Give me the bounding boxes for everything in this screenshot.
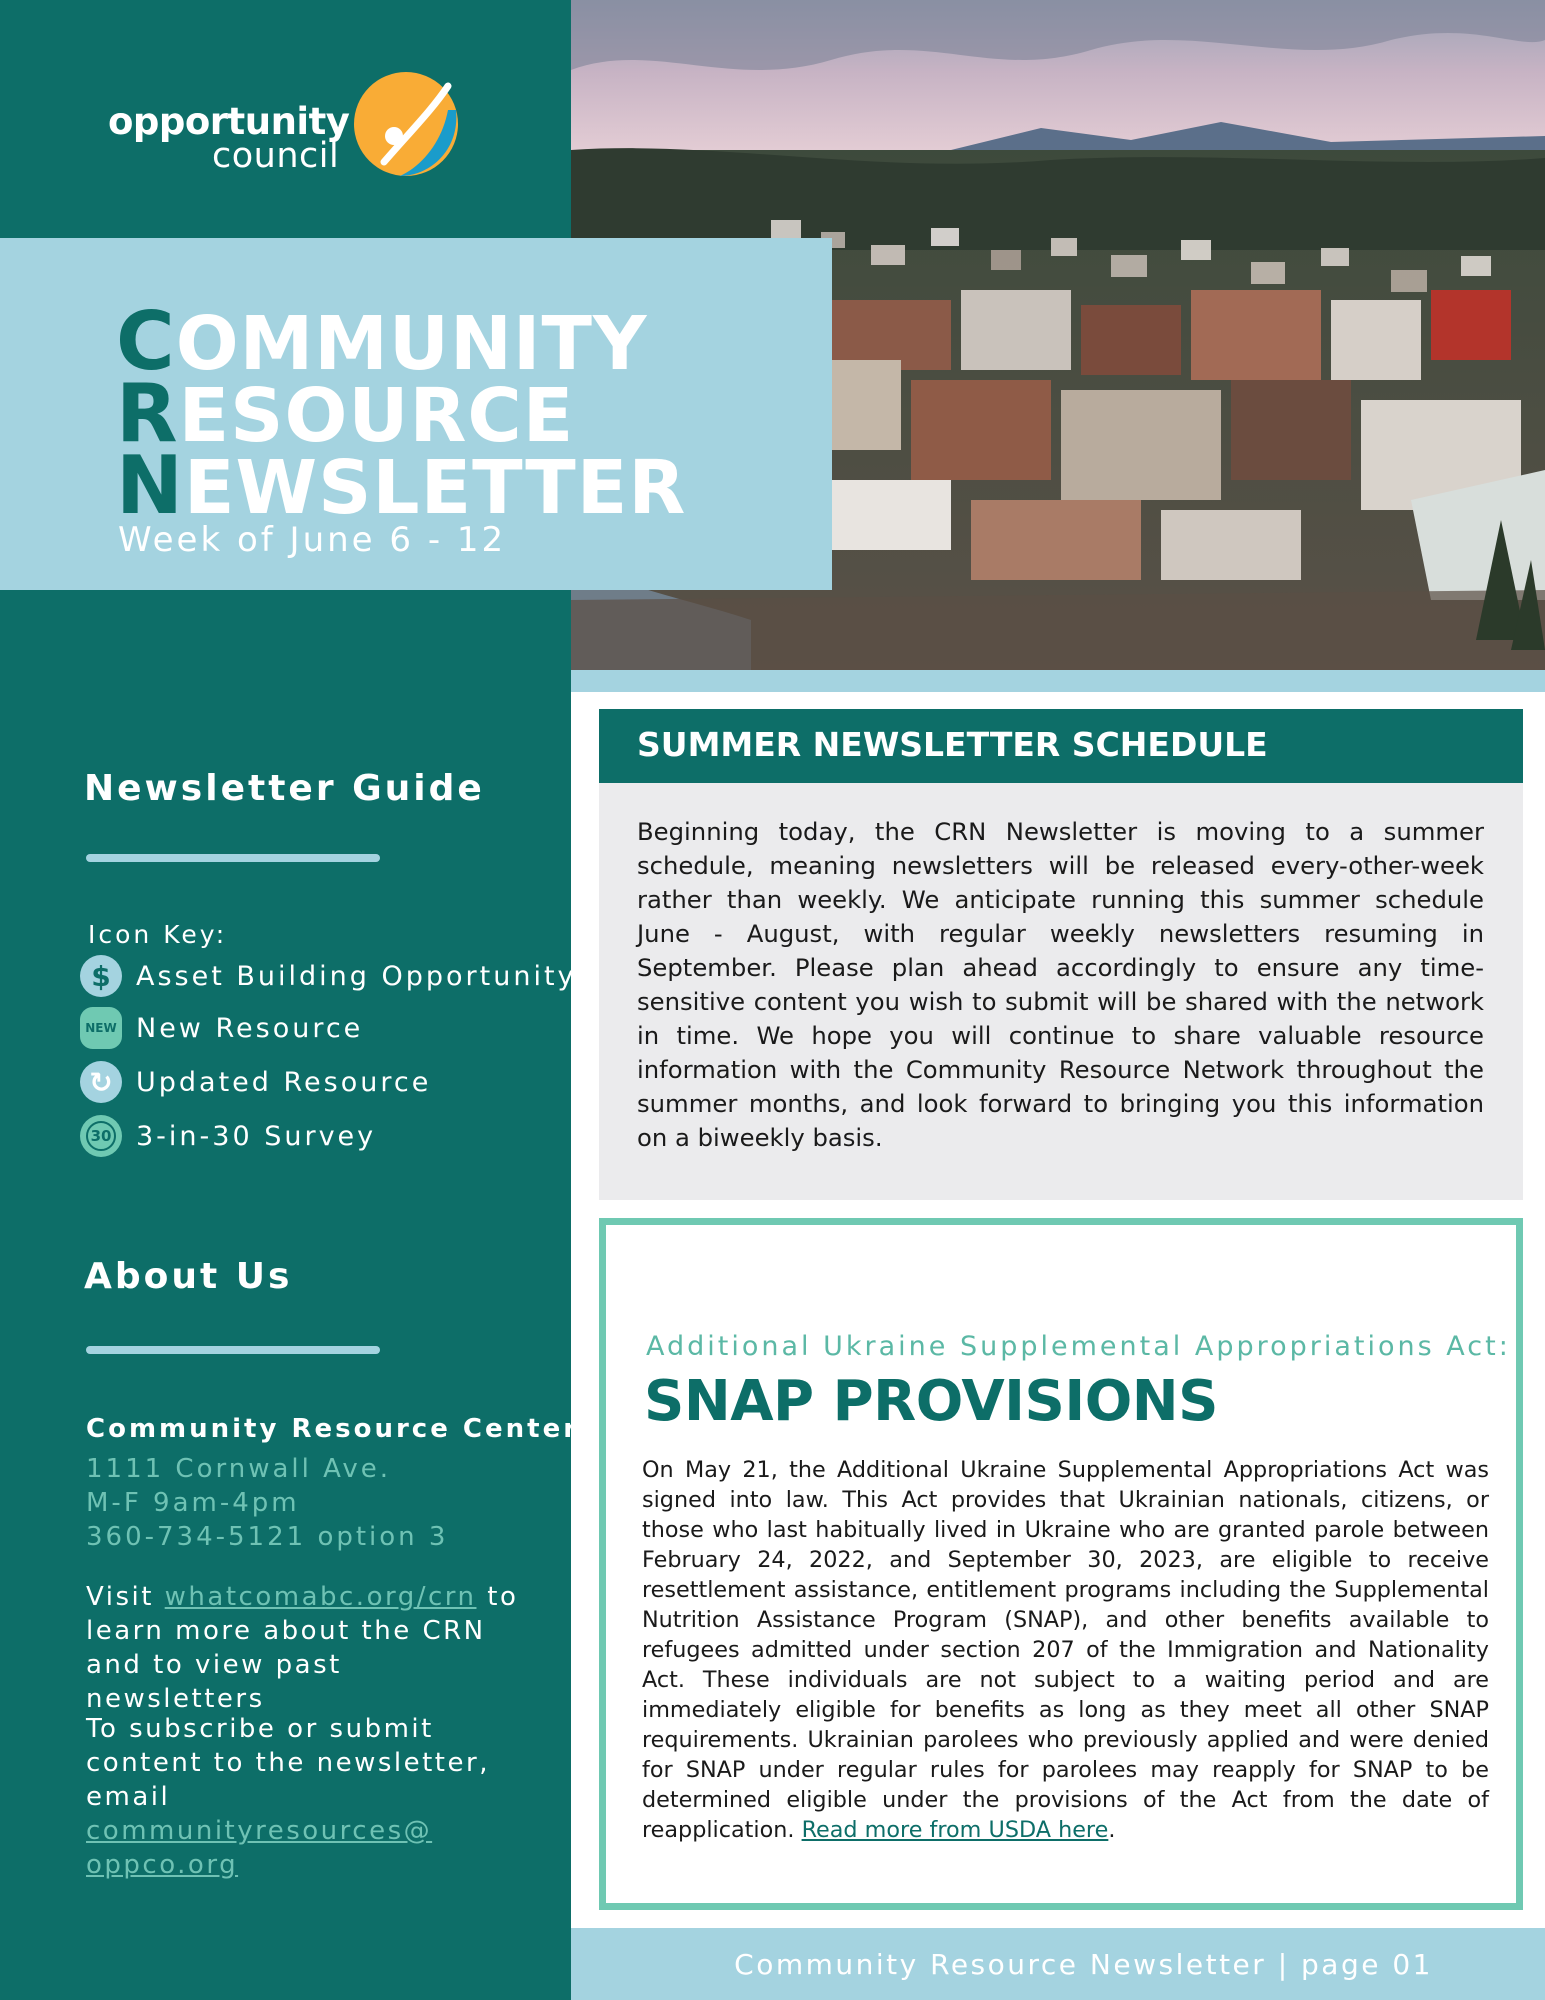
snap-kicker: Additional Ukraine Supplemental Appropriations Act: [646, 1331, 1511, 1362]
summer-schedule-heading: SUMMER NEWSLETTER SCHEDULE [637, 725, 1268, 764]
center-address: 1111 Cornwall Ave. [86, 1454, 392, 1484]
masthead-line-newsletter: NEWSLETTER [116, 439, 687, 532]
visit-paragraph: Visit whatcomabc.org/crn to learn more about the CRN and to view past newsletters [86, 1582, 519, 1714]
summer-schedule-body: Beginning today, the CRN Newsletter is moving to a summer schedule, meaning newsletters will be released every-other-week rather than weekly. We anticipate running this summer schedule June - August, with regular weekly newsletters resuming in September. Please plan ahead accordingly to ensure any time-sensitive content you wish to submit will be shared with the network in time. We hope you will continue to share valuable resource information with the Community Resource Network throughout the summer months, and look forward to bringing you this information on a biweekly basis. [637, 817, 1484, 1152]
icon-key-label: Icon Key: [88, 920, 228, 949]
photo-bottom-strip [571, 670, 1545, 692]
survey-30-icon: 30 [80, 1115, 122, 1157]
subscribe-email-link[interactable]: communityresources@ oppco.org [86, 1816, 433, 1880]
icon-key-label-survey: 3-in-30 Survey [136, 1120, 377, 1152]
masthead-line-community: COMMUNITY [116, 295, 648, 388]
week-label: Week of June 6 - 12 [118, 520, 507, 560]
community-resource-center-title: Community Resource Center [86, 1414, 580, 1444]
dollar-icon: $ [80, 955, 122, 997]
guide-divider [86, 854, 380, 862]
icon-key-label-asset: Asset Building Opportunity [136, 960, 577, 992]
usda-read-more-link[interactable]: Read more from USDA here [801, 1817, 1109, 1843]
icon-key-asset-building [80, 954, 577, 998]
newsletter-guide-heading: Newsletter Guide [84, 768, 485, 809]
center-hours: M-F 9am-4pm [86, 1488, 300, 1518]
logo-mark-icon [352, 70, 460, 178]
about-divider [86, 1346, 380, 1354]
footer-page-label: Community Resource Newsletter | page 01 [734, 1948, 1433, 1981]
icon-key-new-resource [80, 1006, 363, 1050]
center-phone[interactable]: 360-734-5121 option 3 [86, 1522, 449, 1552]
logo-word-opportunity: opportunity [108, 100, 350, 143]
about-us-heading: About Us [84, 1256, 293, 1297]
summer-schedule-header [599, 709, 1523, 783]
page-footer [571, 1928, 1545, 2000]
snap-provisions-card [599, 1218, 1523, 1910]
opportunity-council-logo[interactable] [108, 70, 468, 180]
subscribe-paragraph: To subscribe or submit content to the newsletter, email communityresources@ oppco.org [86, 1714, 490, 1880]
summer-schedule-card [599, 783, 1523, 1200]
logo-word-council: council [212, 136, 340, 176]
refresh-icon: ↻ [80, 1061, 122, 1103]
masthead-line-resource: RESOURCE [116, 367, 575, 460]
new-badge-icon: NEW [80, 1007, 122, 1049]
crn-website-link[interactable]: whatcomabc.org/crn [164, 1582, 477, 1612]
masthead [0, 238, 832, 590]
snap-body: On May 21, the Additional Ukraine Supplemental Appropriations Act was signed into law. This Act provides that Ukrainian nationals, citizens, or those who last habitually lived in Ukraine who are granted parole between February 24, 2022, and September 30, 2023, are eligible to receive resettlement assistance, entitlement programs including the Supplemental Nutrition Assistance Program (SNAP), and other benefits available to refugees admitted under section 207 of the Immigration and Nationality Act. These individuals are not subject to a waiting period and are immediately eligible for benefits as long as they meet all other SNAP requirements. Ukrainian parolees who previously applied and were denied for SNAP under regular rules for parolees may reapply for SNAP to be determined eligible under the provisions of the Act from the date of reapplication. Read more from USDA here. [642, 1457, 1489, 1843]
icon-key-label-new: New Resource [136, 1012, 364, 1044]
icon-key-updated-resource [80, 1060, 431, 1104]
icon-key-label-updated: Updated Resource [136, 1066, 432, 1098]
snap-title: SNAP PROVISIONS [644, 1369, 1218, 1434]
icon-key-survey [80, 1114, 376, 1158]
